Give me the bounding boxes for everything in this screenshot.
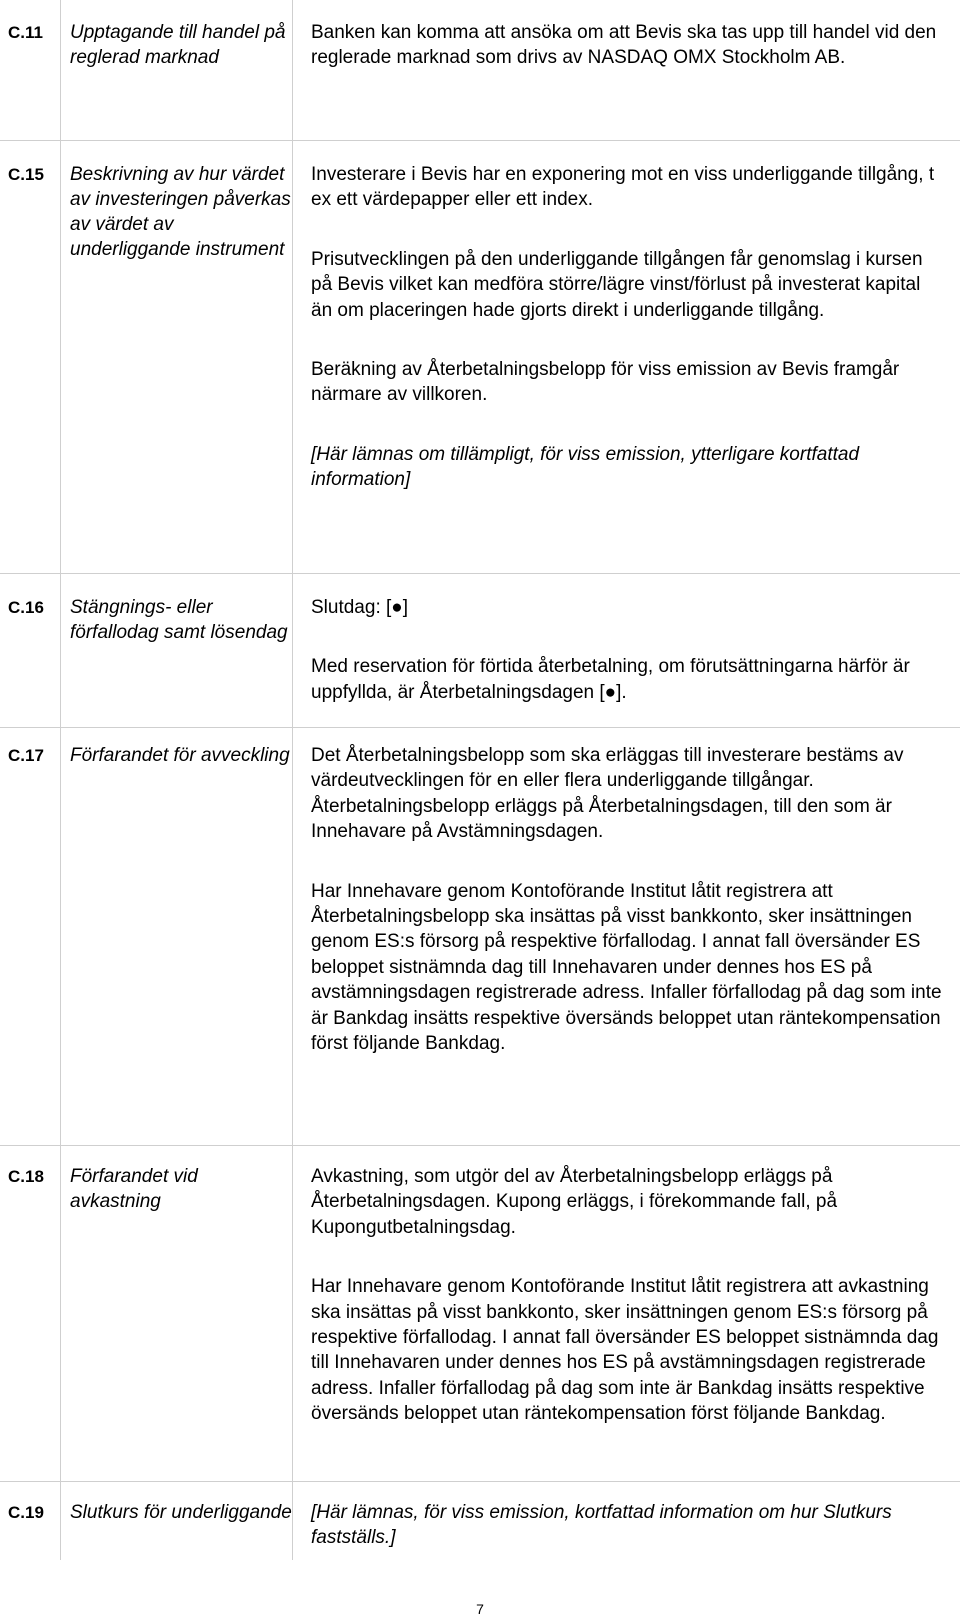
table-column-divider [292, 0, 293, 1560]
paragraph: Slutdag: [●] [311, 597, 409, 618]
paragraph: Har Innehavare genom Kontoförande Institut låtit registrera att Återbetalningsbelopp ska insättas på visst bankkonto, sker insättningen genom ES:s försorg på respektive förfallodag. I annat fall översänder ES beloppet sistnämnda dag till Innehavaren under dennes hos ES på avstämningsdagen registrerade adress. Infaller förfallodag på dag som inte är Bankdag insätts respektive översänds beloppet utan räntekompensation först följande Bankdag. [311, 880, 942, 1055]
section-content [311, 1164, 946, 1427]
section-title: Förfarandet vid avkastning [70, 1166, 198, 1212]
paragraph: Avkastning, som utgör del av Återbetalningsbelopp erläggs på Återbetalningsdagen. Kupong erläggs, i förekommande fall, på Kupongutbetalningsdag. [311, 1166, 838, 1238]
section-code: C.11 [8, 23, 43, 42]
section-title: Stängnings- eller förfallodag samt lösendag [70, 597, 288, 643]
section-title: Slutkurs för underliggande [70, 1502, 292, 1523]
section-title: Förfarandet för avveckling [70, 745, 290, 766]
section-content [311, 162, 946, 493]
section-content [311, 595, 946, 705]
section-code: C.15 [8, 165, 44, 184]
paragraph: Det Återbetalningsbelopp som ska erläggas till investerare bestäms av värdeutvecklingen för en eller flera underliggande tillgångar. Återbetalningsbelopp erläggs på Återbetalningsdagen, till den som är Innehavare på Avstämningsdagen. [311, 745, 904, 843]
table-row-divider [0, 140, 960, 141]
table-row-divider [0, 727, 960, 728]
section-code: C.18 [8, 1167, 44, 1186]
section-content [311, 1500, 946, 1551]
paragraph: Banken kan komma att ansöka om att Bevis ska tas upp till handel vid den reglerade marknad som drivs av NASDAQ OMX Stockholm AB. [311, 22, 937, 69]
placeholder-paragraph: [Här lämnas, för viss emission, kortfattad information om hur Slutkurs fastställs.] [311, 1502, 892, 1549]
table-row-divider [0, 1145, 960, 1146]
paragraph: Prisutvecklingen på den underliggande tillgången får genomslag i kursen på Bevis vilket kan medföra större/lägre vinst/förlust på investerat kapital än om placeringen hade gjorts direkt i underliggande tillgång. [311, 248, 923, 321]
paragraph: Beräkning av Återbetalningsbelopp för viss emission av Bevis framgår närmare av villkoren. [311, 359, 900, 406]
placeholder-paragraph: [Här lämnas om tillämpligt, för viss emission, ytterligare kortfattad information] [311, 443, 860, 491]
page-number: 7 [476, 1601, 484, 1617]
section-content [311, 743, 946, 1056]
paragraph: Har Innehavare genom Kontoförande Institut låtit registrera att avkastning ska insättas på visst bankkonto, sker insättningen genom ES:s försorg på respektive förfallodag. I annat fall översänder ES beloppet sistnämnda dag till Innehavaren under dennes hos ES på avstämningsdagen registrerade adress. Infaller förfallodag på dag som inte är Bankdag insätts respektive översänds beloppet utan räntekompensation först följande Bankdag. [311, 1276, 939, 1425]
section-code: C.19 [8, 1503, 44, 1522]
section-title: Beskrivning av hur värdet av investeringen påverkas av värdet av underliggande instrument [70, 164, 291, 260]
table-row-divider [0, 573, 960, 574]
table-row-divider [0, 1481, 960, 1482]
section-code: C.16 [8, 598, 44, 617]
section-title: Upptagande till handel på reglerad marknad [70, 22, 286, 68]
table-column-divider [60, 0, 61, 1560]
section-code: C.17 [8, 746, 44, 765]
section-content [311, 20, 946, 71]
paragraph: Med reservation för förtida återbetalning, om förutsättningarna härför är uppfyllda, är Återbetalningsdagen [●]. [311, 656, 910, 703]
paragraph: Investerare i Bevis har en exponering mot en viss underliggande tillgång, t ex ett värdepapper eller ett index. [311, 164, 935, 211]
